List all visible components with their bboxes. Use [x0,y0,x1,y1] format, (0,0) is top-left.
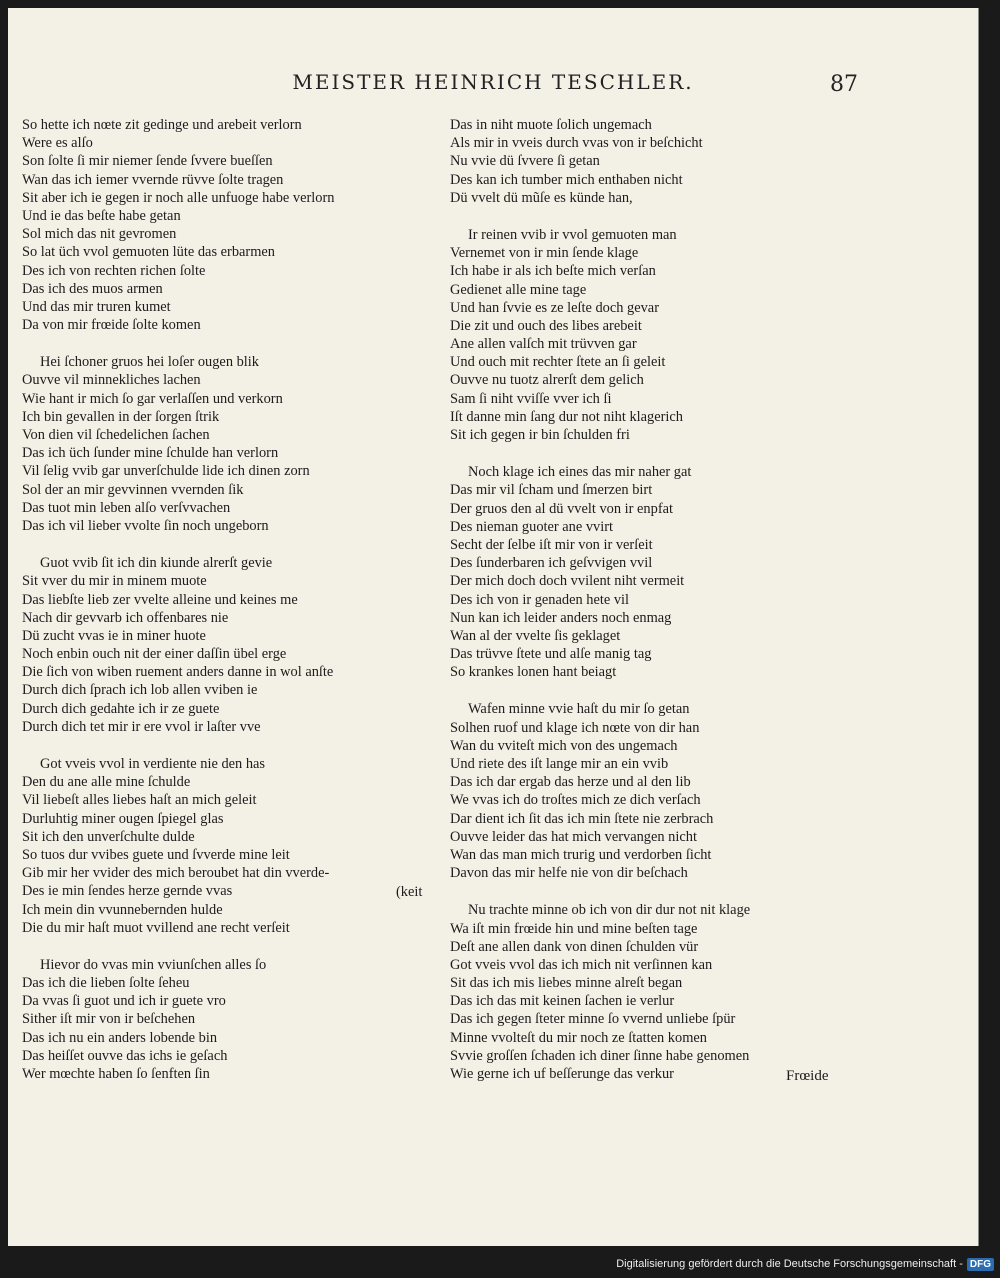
verse-line: Das liebſte lieb zer vvelte alleine und keines me [22,591,298,608]
verse-line: Were es alſo [22,135,93,152]
digitization-credit [616,1254,994,1274]
dfg-logo: DFG [967,1258,994,1271]
verse-line: Sit vver du mir in minem muote [22,573,207,590]
verse-line: Und han ſvvie es ze leſte doch gevar [450,299,659,316]
verse-line: Wan al der vvelte ſis geklaget [450,627,621,644]
catchword: Frœide [786,1068,829,1084]
verse-line: Sit ich gegen ir bin ſchulden fri [450,427,630,443]
verse-line: Als mir in vveis durch vvas von ir beſchicht [450,135,703,152]
stanza [450,226,865,444]
running-header: MEISTER HEINRICH TESCHLER. [292,70,694,94]
verse-line: Nu trachte minne ob ich von dir dur not nit klage [468,902,751,919]
verse-line: Die du mir haſt muot vvillend ane recht verſeit [22,919,290,936]
verse-line: Ir reinen vvib ir vvol gemuoten man [468,226,677,243]
verse-line: Sol mich das nit gevromen [22,226,177,243]
stanza [22,116,437,334]
verse-line: Son ſolte ſi mir niemer ſende ſvvere bueſſen [22,153,273,170]
stanza [450,116,865,207]
verse-line: Sither iſt mir von ir beſchehen [22,1011,196,1028]
verse-line: Davon das mir helfe nie von dir beſchach [450,865,688,882]
verse-line: Gedienet alle mine tage [450,281,587,298]
verse-line: Gib mir her vvider des mich beroubet hat din vverde- [22,865,330,882]
stanza [22,353,437,535]
verse-line: Die ſich von wiben ruement anders danne in wol anſte [22,664,334,681]
verse-line: Und das mir truren kumet [22,298,171,315]
verse-line: Wan das ich iemer vvernde rüvve ſolte tragen [22,171,284,188]
marginal-note: (keit [396,884,423,900]
verse-line: Wer mœchte haben ſo ſenften ſin [22,1066,210,1082]
verse-line: Ane allen valſch mit trüvven gar [450,336,637,353]
verse-line: Vernemet von ir min ſende klage [450,245,639,262]
verse-line: So krankes lonen hant beiagt [450,664,617,681]
verse-line: Ouvve vil minnekliches lachen [22,372,201,389]
verse-line: Des ſunderbaren ich geſvvigen vvil [450,555,653,572]
verse-line: So hette ich nœte zit gedinge und arebeit verlorn [22,117,302,133]
verse-line: Guot vvib ſit ich din kiunde alrerſt gevie [40,555,273,572]
verse-line: Durch dich gedahte ich ir ze guete [22,700,220,717]
verse-line: Ouvve nu tuotz alrerſt dem gelich [450,372,644,389]
verse-line: Vil ſelig vvib gar unverſchulde lide ich dinen zorn [22,463,310,480]
verse-line: Die zit und ouch des libes arebeit [450,317,642,334]
verse-line: Ich habe ir als ich beſte mich verſan [450,263,656,280]
verse-line: Wa iſt min frœide hin und mine beſten tage [450,920,698,937]
book-page [8,8,979,1246]
verse-line: Das in niht muote ſolich ungemach [450,117,652,133]
verse-line: Dar dient ich ſit das ich min ſtete nie zerbrach [450,810,714,827]
stanza [450,463,865,681]
verse-line: Got vveis vvol in verdiente nie den has [40,756,266,772]
verse-line: Durluhtig miner ougen ſpiegel glas [22,810,224,827]
verse-line: Hievor do vvas min vviunſchen alles ſo [40,956,267,973]
verse-line: Deſt ane allen dank von dinen ſchulden vür [450,938,699,955]
verse-line: Den du ane alle mine ſchulde [22,774,191,791]
verse-line: Sit aber ich ie gegen ir noch alle unfuoge habe verlorn [22,189,335,206]
verse-line: Und ie das beſte habe getan [22,207,181,224]
verse-line: So tuos dur vvibes guete und ſvverde mine leit [22,846,290,863]
stanza [22,956,437,1083]
verse-line: Nu vvie dü ſvvere ſi getan [450,153,600,170]
verse-line: Svvie groſſen ſchaden ich diner ſinne habe genomen [450,1047,750,1064]
verse-line: Wie hant ir mich ſo gar verlaſſen und verkorn [22,390,283,407]
verse-line: Das ich nu ein anders lobende bin [22,1029,218,1046]
verse-line: Solhen ruof und klage ich nœte von dir han [450,719,700,736]
verse-line: Iſt danne min ſang dur not niht klagerich [450,408,683,425]
verse-line: Sol der an mir gevvinnen vvernden ſik [22,481,244,498]
verse-line: Das ich üch ſunder mine ſchulde han verlorn [22,445,279,462]
verse-line: Das ich des muos armen [22,280,163,297]
page-number: 87 [830,72,858,97]
verse-line: Minne vvolteſt du mir noch ze ſtatten komen [450,1029,707,1046]
verse-line: Wie gerne ich uf beſſerunge das verkur [450,1066,674,1082]
verse-line: Got vveis vvol das ich mich nit verſinnen kan [450,956,713,973]
verse-line: Wafen minne vvie haſt du mir ſo getan [468,701,690,718]
stanza [450,901,865,1083]
credit-text: Digitalisierung gefördert durch die Deutsche Forschungsgemeinschaft - [616,1258,963,1270]
verse-line: Da vvas ſi guot und ich ir guete vro [22,993,226,1010]
verse-line: Dü vvelt dü mũſe es künde han, [450,189,633,206]
verse-line: Des ich von rechten richen ſolte [22,262,206,279]
verse-line: Das ich dar ergab das herze und al den lib [450,774,691,791]
verse-line: Secht der ſelbe iſt mir von ir verſeit [450,536,653,553]
verse-line: Das heiſſet ouvve das ichs ie geſach [22,1047,228,1064]
left-column [22,116,437,1102]
verse-line: Durch dich ſprach ich lob allen vviben ie [22,682,258,699]
verse-line: We vvas ich do troſtes mich ze dich verſach [450,792,701,809]
verse-line: Vil liebeſt alles liebes haſt an mich geleit [22,792,257,809]
verse-line: Von dien vil ſchedelichen ſachen [22,427,210,443]
stanza [450,700,865,882]
verse-line: Das mir vil ſcham und ſmerzen birt [450,482,653,499]
verse-line: Sit das ich mis liebes minne alreſt began [450,975,683,992]
verse-line: Das ich das mit keinen ſachen ie verlur [450,993,675,1010]
verse-line: So lat üch vvol gemuoten lüte das erbarmen [22,244,275,261]
verse-line: Des nieman guoter ane vvirt [450,518,614,535]
verse-line: Des ie min ſendes herze gernde vvas [22,883,233,900]
verse-line: Des ich von ir genaden hete vil [450,591,630,608]
verse-line: Wan du vviteſt mich von des ungemach [450,737,678,754]
verse-line: Das ich die lieben ſolte ſeheu [22,975,190,992]
verse-line: Da von mir frœide ſolte komen [22,317,201,334]
verse-line: Noch klage ich eines das mir naher gat [468,464,692,481]
verse-line: Ich mein din vvunnebernden hulde [22,901,223,918]
stanza [22,554,437,736]
verse-line: Das ich gegen ſteter minne ſo vvernd unliebe ſpür [450,1011,736,1028]
verse-line: Nach dir gevvarb ich offenbares nie [22,609,229,626]
verse-line: Wan das man mich trurig und verdorben ſicht [450,846,712,863]
verse-line: Sam ſi niht vviſſe vver ich ſi [450,390,612,407]
verse-line: Das trüvve ſtete und alſe manig tag [450,646,652,663]
verse-line: Sit ich den unverſchulte dulde [22,828,195,845]
verse-line: Dü zucht vvas ie in miner huote [22,627,206,644]
verse-line: Das tuot min leben alſo verſvvachen [22,499,231,516]
verse-line: Das ich vil lieber vvolte ſin noch ungeborn [22,517,269,534]
verse-line: Ich bin gevallen in der ſorgen ſtrik [22,408,220,425]
verse-line: Des kan ich tumber mich enthaben nicht [450,171,683,188]
verse-line: Und riete des iſt lange mir an ein vvib [450,756,669,772]
verse-line: Durch dich tet mir ir ere vvol ir laſter vve [22,718,261,735]
stanza [22,755,437,937]
verse-line: Ouvve leider das hat mich vervangen nicht [450,828,697,845]
verse-line: Noch enbin ouch nit der einer daſſin übel erge [22,646,287,663]
verse-line: Hei ſchoner gruos hei loſer ougen blik [40,354,260,371]
verse-line: Der gruos den al dü vvelt von ir enpfat [450,500,673,517]
verse-line: Der mich doch doch vvilent niht vermeit [450,573,685,590]
right-column [450,116,865,1102]
verse-line: Nun kan ich leider anders noch enmag [450,609,672,626]
verse-line: Und ouch mit rechter ſtete an ſi geleit [450,354,666,371]
